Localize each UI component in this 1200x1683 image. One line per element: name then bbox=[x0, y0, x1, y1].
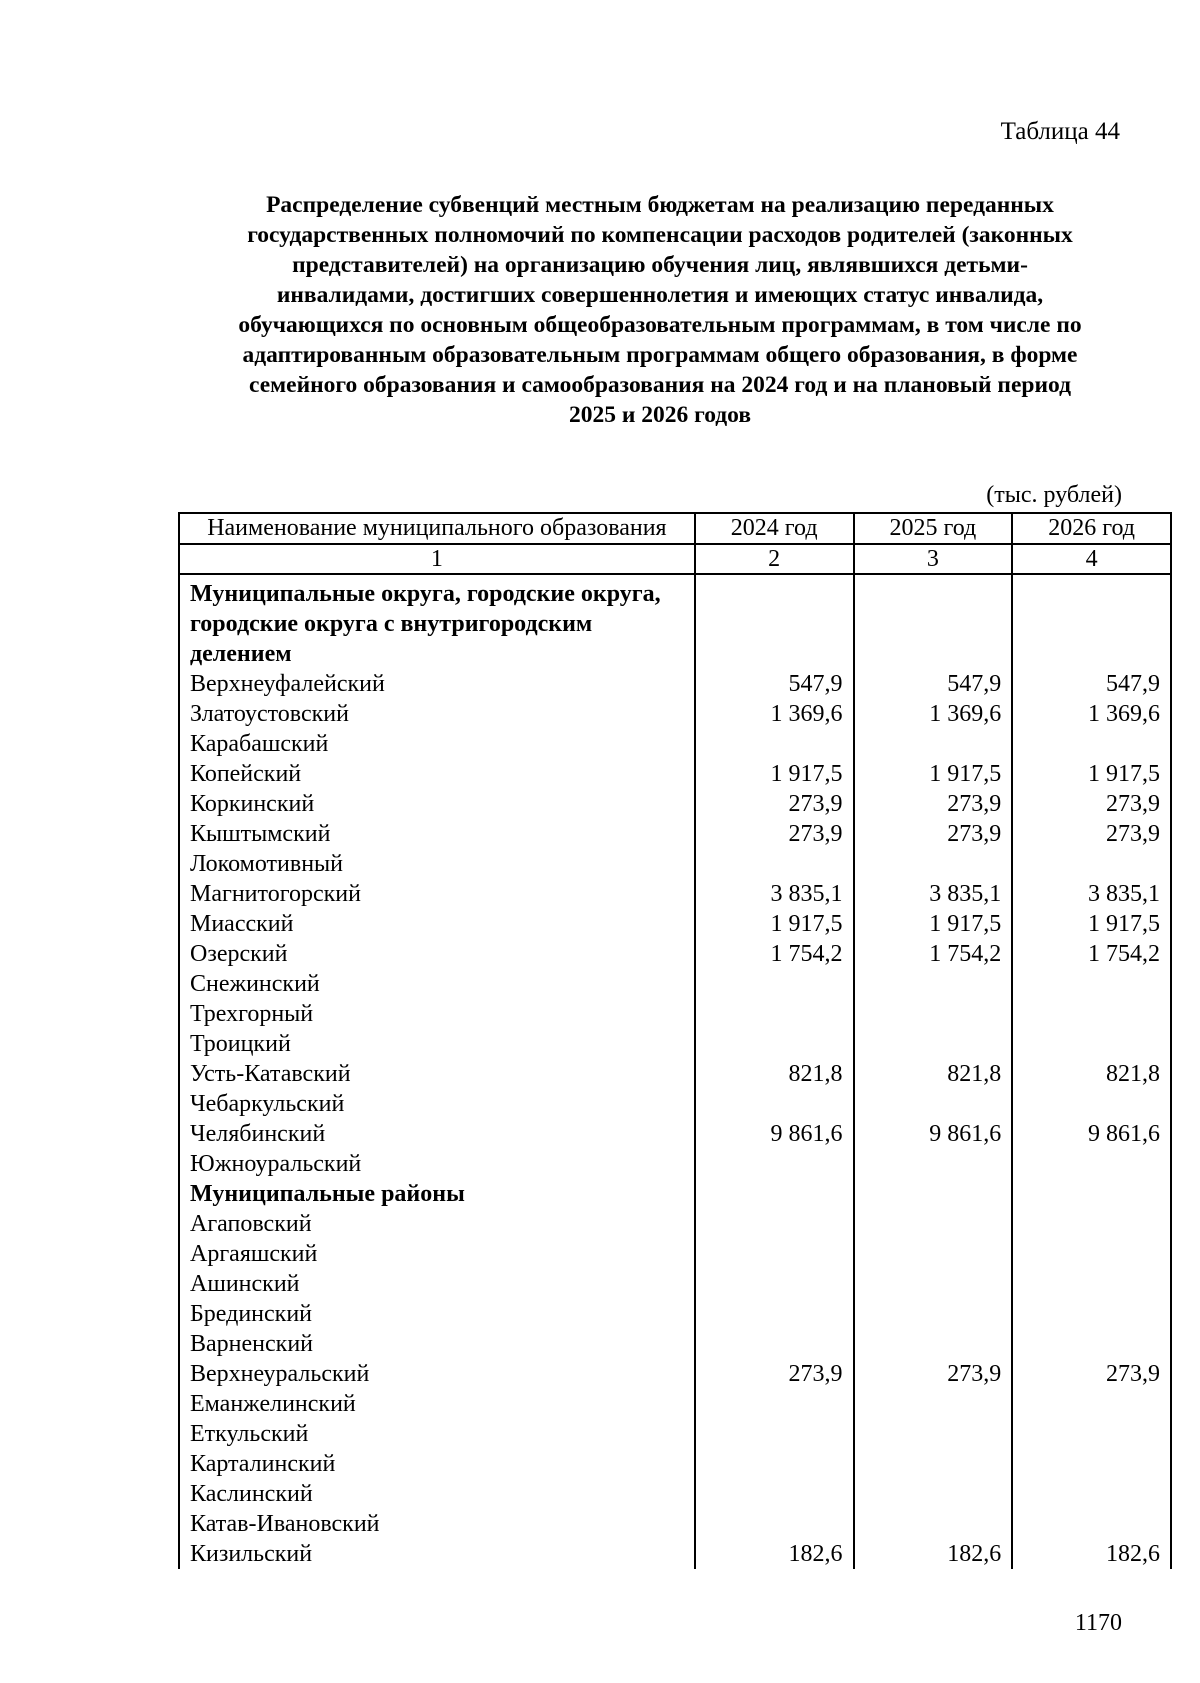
value-2025 bbox=[854, 999, 1013, 1029]
section-header-row bbox=[179, 574, 1171, 669]
value-2024 bbox=[695, 999, 854, 1029]
value-2025 bbox=[854, 1089, 1013, 1119]
value-2026 bbox=[1012, 1239, 1171, 1269]
value-2026 bbox=[1012, 849, 1171, 879]
municipality-name: Кыштымский bbox=[179, 819, 695, 849]
value-2024 bbox=[695, 729, 854, 759]
title-line: обучающихся по основным общеобразовательным программам, в том числе по bbox=[238, 312, 1082, 338]
header-2024: 2024 год bbox=[695, 513, 854, 544]
value-2024: 547,9 bbox=[695, 669, 854, 699]
municipality-name: Челябинский bbox=[179, 1119, 695, 1149]
municipality-name: Ашинский bbox=[179, 1269, 695, 1299]
table-row bbox=[179, 1269, 1171, 1299]
value-2025 bbox=[854, 1149, 1013, 1179]
column-number: 1 bbox=[179, 544, 695, 574]
value-2026: 547,9 bbox=[1012, 669, 1171, 699]
header-2025: 2025 год bbox=[854, 513, 1013, 544]
page-number: 1170 bbox=[1074, 1610, 1122, 1636]
table-row bbox=[179, 939, 1171, 969]
municipality-name: Чебаркульский bbox=[179, 1089, 695, 1119]
table-row bbox=[179, 849, 1171, 879]
table-row bbox=[179, 879, 1171, 909]
table-row bbox=[179, 759, 1171, 789]
value-2026 bbox=[1012, 1449, 1171, 1479]
value-2026 bbox=[1012, 1179, 1171, 1209]
units-label: (тыс. рублей) bbox=[986, 482, 1122, 508]
table-row bbox=[179, 1449, 1171, 1479]
value-2025 bbox=[854, 1209, 1013, 1239]
value-2026 bbox=[1012, 1419, 1171, 1449]
value-2025: 1 917,5 bbox=[854, 759, 1013, 789]
value-2026 bbox=[1012, 1509, 1171, 1539]
municipality-name: Трехгорный bbox=[179, 999, 695, 1029]
value-2025 bbox=[854, 1029, 1013, 1059]
value-2026: 1 917,5 bbox=[1012, 759, 1171, 789]
municipality-name: Варненский bbox=[179, 1329, 695, 1359]
value-2026 bbox=[1012, 1329, 1171, 1359]
title-line: Распределение субвенций местным бюджетам на реализацию переданных bbox=[266, 192, 1054, 218]
value-2024 bbox=[695, 1209, 854, 1239]
value-2024: 273,9 bbox=[695, 789, 854, 819]
value-2025 bbox=[854, 1299, 1013, 1329]
value-2026 bbox=[1012, 969, 1171, 999]
municipality-name: Копейский bbox=[179, 759, 695, 789]
value-2024 bbox=[695, 574, 854, 669]
municipality-name: Усть-Катавский bbox=[179, 1059, 695, 1089]
value-2026: 1 917,5 bbox=[1012, 909, 1171, 939]
value-2024: 1 917,5 bbox=[695, 909, 854, 939]
value-2025: 821,8 bbox=[854, 1059, 1013, 1089]
value-2026: 3 835,1 bbox=[1012, 879, 1171, 909]
title-line: адаптированным образовательным программам общего образования, в форме bbox=[242, 342, 1078, 368]
subvention-table bbox=[178, 512, 1172, 1569]
value-2024: 1 917,5 bbox=[695, 759, 854, 789]
value-2025 bbox=[854, 1239, 1013, 1269]
table-row bbox=[179, 1389, 1171, 1419]
value-2026: 273,9 bbox=[1012, 819, 1171, 849]
municipality-name: Агаповский bbox=[179, 1209, 695, 1239]
municipality-name: Златоустовский bbox=[179, 699, 695, 729]
value-2025: 547,9 bbox=[854, 669, 1013, 699]
table-row bbox=[179, 1059, 1171, 1089]
value-2026 bbox=[1012, 1029, 1171, 1059]
header-2026: 2026 год bbox=[1012, 513, 1171, 544]
value-2024 bbox=[695, 1029, 854, 1059]
title-line: инвалидами, достигших совершеннолетия и имеющих статус инвалида, bbox=[276, 282, 1044, 308]
table-row bbox=[179, 1239, 1171, 1269]
table-row bbox=[179, 999, 1171, 1029]
value-2025 bbox=[854, 969, 1013, 999]
title-line: государственных полномочий по компенсации расходов родителей (законных bbox=[247, 222, 1073, 248]
value-2026: 1 754,2 bbox=[1012, 939, 1171, 969]
table-header-row bbox=[179, 513, 1171, 544]
municipality-name: Карталинский bbox=[179, 1449, 695, 1479]
value-2024 bbox=[695, 1449, 854, 1479]
value-2026 bbox=[1012, 1479, 1171, 1509]
value-2025 bbox=[854, 1419, 1013, 1449]
municipality-name: Еманжелинский bbox=[179, 1389, 695, 1419]
value-2025 bbox=[854, 849, 1013, 879]
value-2025: 273,9 bbox=[854, 789, 1013, 819]
value-2026 bbox=[1012, 574, 1171, 669]
title-line: представителей) на организацию обучения лиц, являвшихся детьми- bbox=[292, 252, 1028, 278]
table-row bbox=[179, 1299, 1171, 1329]
value-2026 bbox=[1012, 999, 1171, 1029]
title-line: семейного образования и самообразования на 2024 год и на плановый период bbox=[249, 372, 1071, 398]
value-2026 bbox=[1012, 1389, 1171, 1419]
table-body bbox=[179, 574, 1171, 1569]
header-municipality: Наименование муниципального образования bbox=[179, 513, 695, 544]
value-2025: 9 861,6 bbox=[854, 1119, 1013, 1149]
column-number: 3 bbox=[854, 544, 1013, 574]
column-number: 2 bbox=[695, 544, 854, 574]
table-row bbox=[179, 1359, 1171, 1389]
value-2025 bbox=[854, 1389, 1013, 1419]
value-2024 bbox=[695, 1089, 854, 1119]
value-2024 bbox=[695, 1179, 854, 1209]
value-2024 bbox=[695, 1329, 854, 1359]
value-2025 bbox=[854, 1269, 1013, 1299]
table-row bbox=[179, 789, 1171, 819]
value-2025 bbox=[854, 729, 1013, 759]
table-row bbox=[179, 1089, 1171, 1119]
value-2024: 3 835,1 bbox=[695, 879, 854, 909]
value-2024 bbox=[695, 1239, 854, 1269]
value-2024 bbox=[695, 1299, 854, 1329]
table-label: Таблица 44 bbox=[1000, 118, 1120, 145]
value-2024: 273,9 bbox=[695, 1359, 854, 1389]
value-2025: 273,9 bbox=[854, 1359, 1013, 1389]
value-2024 bbox=[695, 1419, 854, 1449]
value-2025 bbox=[854, 1479, 1013, 1509]
value-2026: 9 861,6 bbox=[1012, 1119, 1171, 1149]
value-2026 bbox=[1012, 1299, 1171, 1329]
value-2025: 182,6 bbox=[854, 1539, 1013, 1569]
section-header-row bbox=[179, 1179, 1171, 1209]
value-2026: 821,8 bbox=[1012, 1059, 1171, 1089]
value-2024 bbox=[695, 969, 854, 999]
municipality-name: Аргаяшский bbox=[179, 1239, 695, 1269]
title-line: 2025 и 2026 годов bbox=[568, 402, 752, 428]
column-number: 4 bbox=[1012, 544, 1171, 574]
table-row bbox=[179, 1119, 1171, 1149]
municipality-name: Каслинский bbox=[179, 1479, 695, 1509]
value-2026: 273,9 bbox=[1012, 789, 1171, 819]
value-2025: 3 835,1 bbox=[854, 879, 1013, 909]
value-2026 bbox=[1012, 1089, 1171, 1119]
value-2025 bbox=[854, 1509, 1013, 1539]
value-2025: 1 917,5 bbox=[854, 909, 1013, 939]
column-number-row bbox=[179, 544, 1171, 574]
value-2025 bbox=[854, 1179, 1013, 1209]
table-row bbox=[179, 1329, 1171, 1359]
municipality-name: Южноуральский bbox=[179, 1149, 695, 1179]
value-2024 bbox=[695, 1479, 854, 1509]
municipality-name: Муниципальные районы bbox=[179, 1179, 695, 1209]
value-2024: 821,8 bbox=[695, 1059, 854, 1089]
municipality-name: Миасский bbox=[179, 909, 695, 939]
municipality-name: Верхнеуральский bbox=[179, 1359, 695, 1389]
value-2025: 1 369,6 bbox=[854, 699, 1013, 729]
municipality-name: Карабашский bbox=[179, 729, 695, 759]
document-title bbox=[180, 190, 1140, 430]
municipality-name: Верхнеуфалейский bbox=[179, 669, 695, 699]
value-2024: 182,6 bbox=[695, 1539, 854, 1569]
table-row bbox=[179, 1149, 1171, 1179]
table-row bbox=[179, 699, 1171, 729]
value-2024 bbox=[695, 1149, 854, 1179]
municipality-name: Муниципальные округа, городские округа, городские округа с внутригородским делением bbox=[179, 574, 695, 669]
municipality-name: Локомотивный bbox=[179, 849, 695, 879]
table-row bbox=[179, 819, 1171, 849]
value-2026 bbox=[1012, 1269, 1171, 1299]
value-2026 bbox=[1012, 1209, 1171, 1239]
table-row bbox=[179, 669, 1171, 699]
table-row bbox=[179, 909, 1171, 939]
municipality-name: Коркинский bbox=[179, 789, 695, 819]
table-row bbox=[179, 1029, 1171, 1059]
value-2025 bbox=[854, 574, 1013, 669]
value-2025 bbox=[854, 1329, 1013, 1359]
municipality-name: Магнитогорский bbox=[179, 879, 695, 909]
value-2026 bbox=[1012, 729, 1171, 759]
value-2024 bbox=[695, 849, 854, 879]
table-row bbox=[179, 969, 1171, 999]
municipality-name: Еткульский bbox=[179, 1419, 695, 1449]
value-2024 bbox=[695, 1389, 854, 1419]
municipality-name: Кизильский bbox=[179, 1539, 695, 1569]
value-2024 bbox=[695, 1509, 854, 1539]
table-row bbox=[179, 1539, 1171, 1569]
value-2024: 273,9 bbox=[695, 819, 854, 849]
value-2024: 1 369,6 bbox=[695, 699, 854, 729]
value-2026 bbox=[1012, 1149, 1171, 1179]
municipality-name: Озерский bbox=[179, 939, 695, 969]
table-row bbox=[179, 729, 1171, 759]
municipality-name: Троицкий bbox=[179, 1029, 695, 1059]
value-2025: 273,9 bbox=[854, 819, 1013, 849]
table-row bbox=[179, 1509, 1171, 1539]
table-row bbox=[179, 1209, 1171, 1239]
value-2026: 273,9 bbox=[1012, 1359, 1171, 1389]
value-2024: 9 861,6 bbox=[695, 1119, 854, 1149]
table-row bbox=[179, 1419, 1171, 1449]
value-2026: 1 369,6 bbox=[1012, 699, 1171, 729]
value-2024: 1 754,2 bbox=[695, 939, 854, 969]
value-2024 bbox=[695, 1269, 854, 1299]
municipality-name: Катав-Ивановский bbox=[179, 1509, 695, 1539]
value-2026: 182,6 bbox=[1012, 1539, 1171, 1569]
value-2025: 1 754,2 bbox=[854, 939, 1013, 969]
municipality-name: Брединский bbox=[179, 1299, 695, 1329]
value-2025 bbox=[854, 1449, 1013, 1479]
table-row bbox=[179, 1479, 1171, 1509]
municipality-name: Снежинский bbox=[179, 969, 695, 999]
